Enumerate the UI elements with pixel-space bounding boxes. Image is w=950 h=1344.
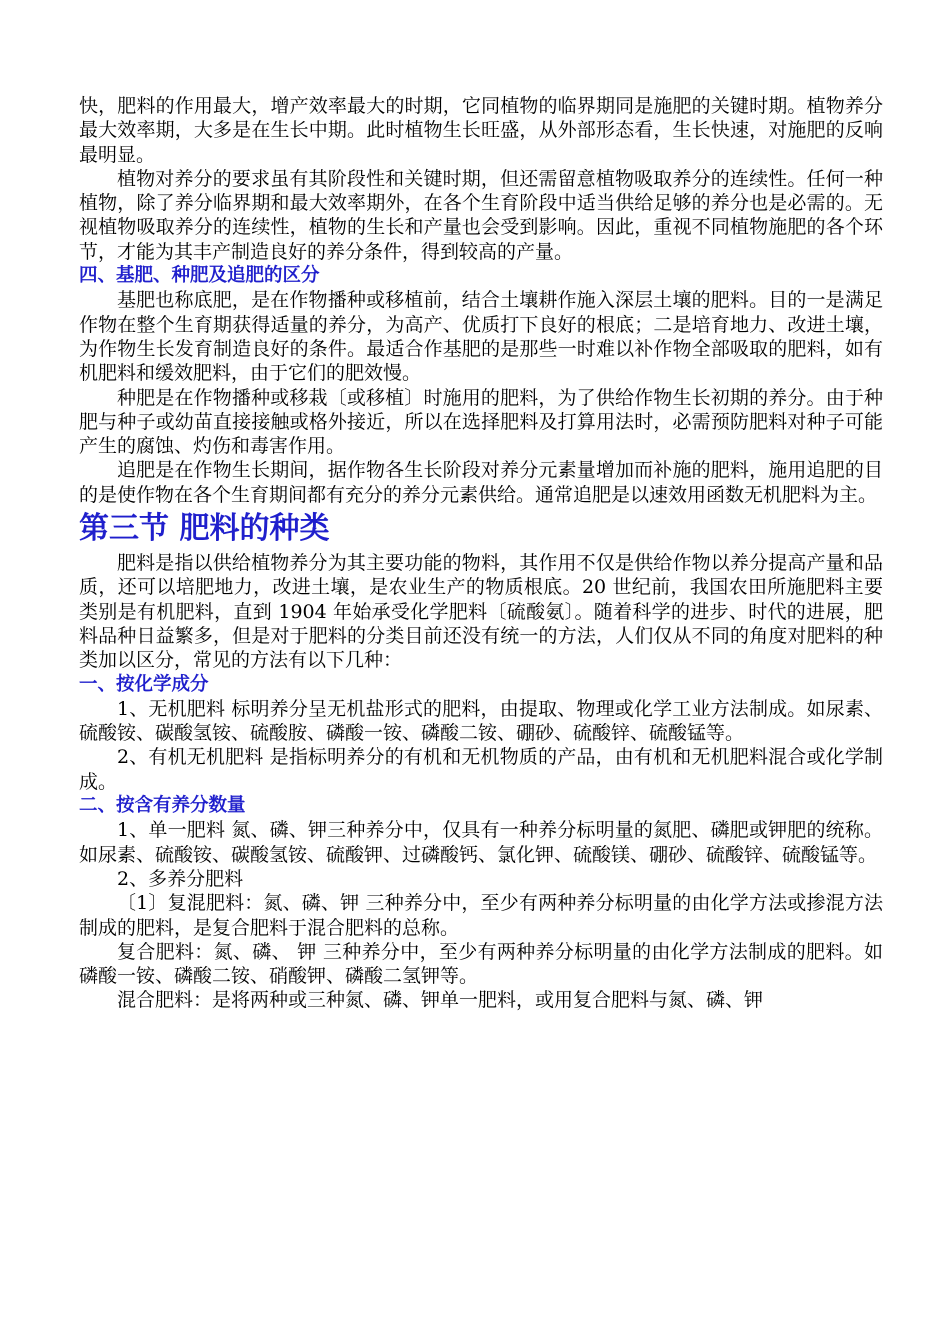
paragraph: 2、有机无机肥料 是指标明养分的有机和无机物质的产品，由有机和无机肥料混合或化学制成。 xyxy=(79,746,883,793)
subheading: 二、按含有养分数量 xyxy=(79,795,246,817)
paragraph: 1、无机肥料 标明养分呈无机盐形式的肥料，由提取、物理或化学工业方法制成。如尿素、硫酸铵、碳酸氢铵、硫酸胺、磷酸一铵、磷酸二铵、硼砂、硫酸锌、硫酸锰等。 xyxy=(79,697,883,745)
paragraph: 复合肥料：氮、磷、 钾 三种养分中，至少有两种养分标明量的由化学方法制成的肥料。如磷酸一铵、磷酸二铵、硝酸钾、磷酸二氢钾等。 xyxy=(79,940,883,988)
section-title: 第三节 肥料的种类 xyxy=(79,511,330,547)
paragraph: 混合肥料：是将两种或三种氮、磷、钾单一肥料，或用复合肥料与氮、磷、钾 xyxy=(117,989,764,1012)
paragraph: 种肥是在作物播种或移栽〔或移植〕时施用的肥料，为了供给作物生长初期的养分。由于种肥与种子或幼苗直接接触或格外接近，所以在选择肥料及打算用法时，必需预防肥料对种子可能产生的腐蚀、灼伤和毒害作用。 xyxy=(79,386,883,458)
paragraph: 1、单一肥料 氮、磷、钾三种养分中，仅具有一种养分标明量的氮肥、磷肥或钾肥的统称。如尿素、硫酸铵、碳酸氢铵、硫酸钾、过磷酸钙、氯化钾、硫酸镁、硼砂、硫酸锌、硫酸锰等。 xyxy=(79,819,883,866)
paragraph: 快，肥料的作用最大，增产效率最大的时期，它同植物的临界期同是施肥的关键时期。植物养分最大效率期，大多是在生长中期。此时植物生长旺盛，从外部形态看，生长快速，对施肥的反响最明显。 xyxy=(79,95,883,166)
document-page xyxy=(79,94,883,1013)
paragraph: 〔1〕复混肥料：氮、磷、钾 三种养分中，至少有两种养分标明量的由化学方法或掺混方法制成的肥料，是复合肥料于混合肥料的总称。 xyxy=(79,892,883,939)
paragraph: 追肥是在作物生长期间，据作物各生长阶段对养分元素量增加而补施的肥料，施用追肥的目的是使作物在各个生育期间都有充分的养分元素供给。通常追肥是以速效用函数无机肥料为主。 xyxy=(79,459,883,506)
paragraph: 肥料是指以供给植物养分为其主要功能的物料，其作用不仅是供给作物以养分提高产量和品质，还可以培肥地力，改进土壤，是农业生产的物质根底。20 世纪前，我国农田所施肥料主要类别是有机肥料，直到 1904 年始承受化学肥料〔硫酸氨〕。随着科学的进步、时代的进展，肥料品种日益繁多，但是对于肥料的分类目前还没有统一的方法，人们仅从不同的角度对肥料的种类加以区分，常见的方法有以下几种： xyxy=(79,552,883,672)
paragraph: 植物对养分的要求虽有其阶段性和关键时期，但还需留意植物吸取养分的连续性。任何一种植物，除了养分临界期和最大效率期外，在各个生育阶段中适当供给足够的养分也是必需的。无视植物吸取养分的连续性，植物的生长和产量也会受到影响。因此，重视不同植物施肥的各个环节，才能为其丰产制造良好的养分条件，得到较高的产量。 xyxy=(79,167,883,263)
paragraph: 基肥也称底肥，是在作物播种或移植前，结合土壤耕作施入深层土壤的肥料。目的一是满足作物在整个生育期获得适量的养分，为高产、优质打下良好的根底；二是培育地力、改进土壤，为作物生长发育制造良好的条件。最适合作基肥的是那些一时难以补作物全部吸取的肥料，如有机肥料和缓效肥料，由于它们的肥效慢。 xyxy=(79,289,883,385)
subheading: 一、按化学成分 xyxy=(79,673,209,695)
subheading: 四、基肥、种肥及追肥的区分 xyxy=(79,265,320,287)
paragraph: 2、多养分肥料 xyxy=(117,867,244,890)
